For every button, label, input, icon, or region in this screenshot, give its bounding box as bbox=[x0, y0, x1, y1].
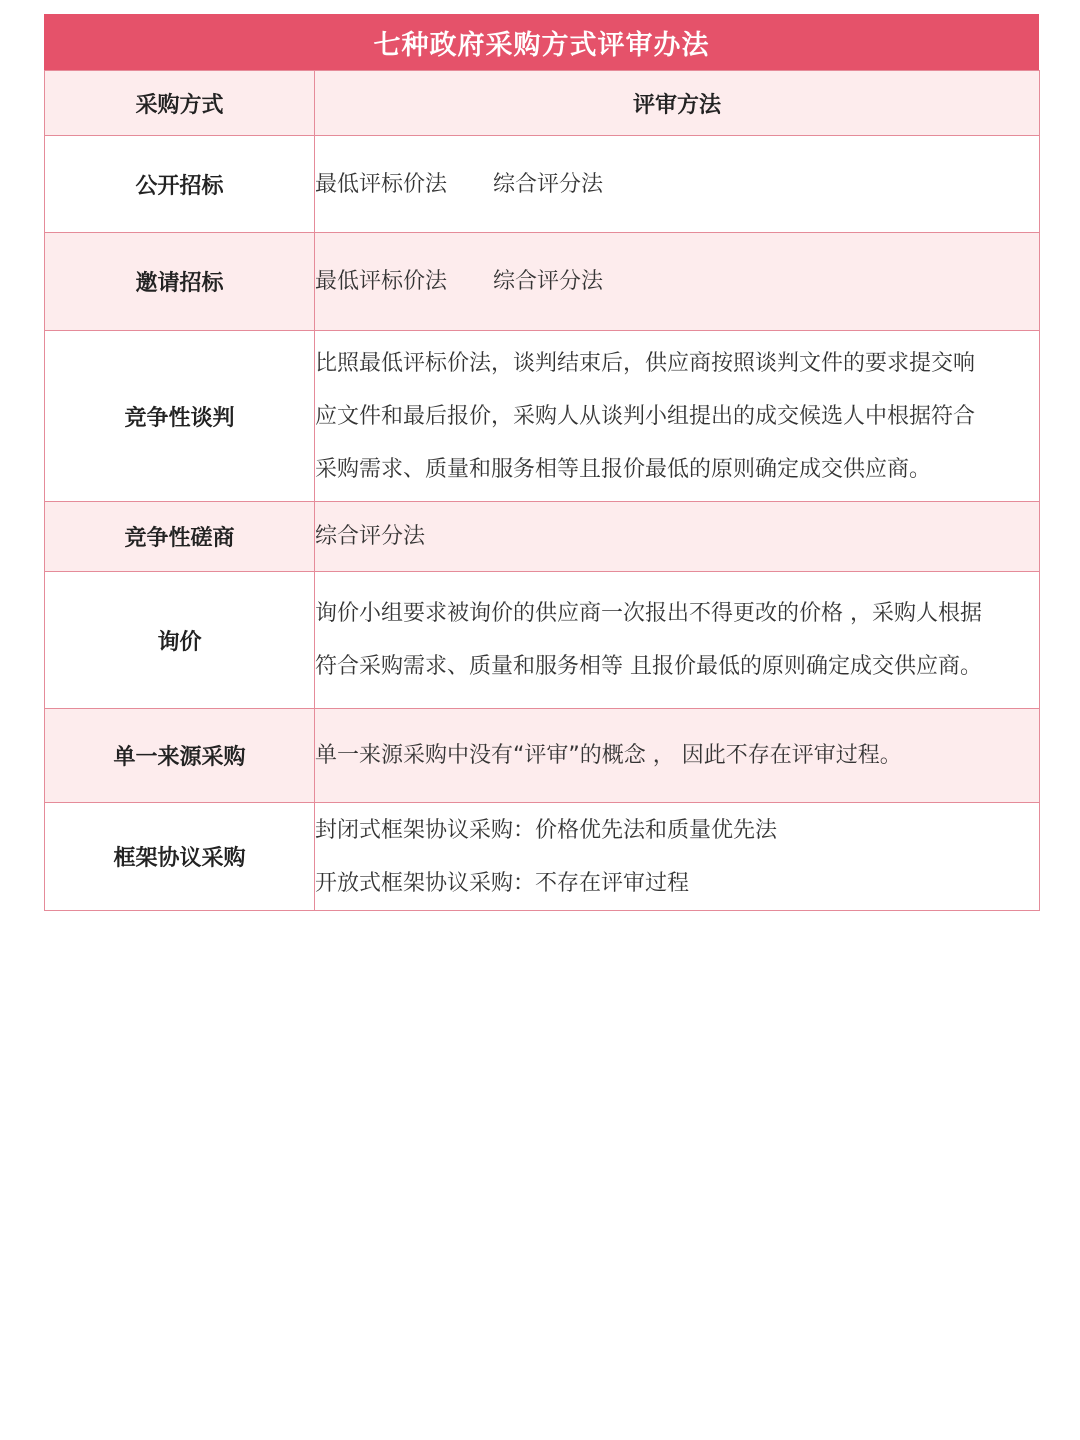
table-title: 七种政府采购方式评审办法 bbox=[44, 14, 1039, 70]
evaluation-table bbox=[44, 70, 1040, 911]
method-item: 综合评分法 bbox=[493, 171, 604, 197]
header-method: 采购方式 bbox=[45, 71, 315, 136]
table-row bbox=[45, 709, 1040, 803]
method-line: 比照最低评标价法，谈判结束后，供应商按照谈判文件的要求提交响 bbox=[315, 350, 976, 376]
method-line: 符合采购需求、质量和服务相等 且报价最低的原则确定成交供应商。 bbox=[315, 654, 982, 679]
method-item: 最低评标价法 bbox=[315, 269, 448, 294]
method-line: 应文件和最后报价，采购人从谈判小组提出的成交候选人中根据符合 bbox=[315, 403, 976, 429]
document bbox=[44, 14, 1039, 911]
row-name: 单一来源采购 bbox=[45, 709, 315, 803]
row-name: 询价 bbox=[45, 572, 315, 709]
method-line: 开放式框架协议采购：不存在评审过程 bbox=[315, 870, 690, 896]
row-name: 竞争性谈判 bbox=[45, 331, 315, 502]
row-name: 邀请招标 bbox=[45, 233, 315, 331]
header-evaluation: 评审方法 bbox=[315, 71, 1040, 136]
method-line: 封闭式框架协议采购：价格优先法和质量优先法 bbox=[315, 817, 778, 843]
method-item: 最低评标价法 bbox=[315, 171, 448, 197]
row-method bbox=[315, 233, 1040, 331]
method-line: 综合评分法 bbox=[315, 524, 426, 549]
method-line: 采购需求、质量和服务相等且报价最低的原则确定成交供应商。 bbox=[315, 456, 932, 482]
table-header-row bbox=[45, 71, 1040, 136]
table-row bbox=[45, 572, 1040, 709]
table-row bbox=[45, 803, 1040, 911]
row-method bbox=[315, 709, 1040, 803]
row-name: 竞争性磋商 bbox=[45, 502, 315, 572]
method-line: 单一来源采购中没有“评审”的概念 ， 因此不存在评审过程。 bbox=[315, 743, 902, 768]
row-method bbox=[315, 803, 1040, 911]
table-row bbox=[45, 233, 1040, 331]
table-row bbox=[45, 502, 1040, 572]
row-method bbox=[315, 331, 1040, 502]
method-item: 综合评分法 bbox=[493, 269, 604, 294]
method-line: 询价小组要求被询价的供应商一次报出不得更改的价格 ，采购人根据 bbox=[315, 601, 982, 626]
table-row bbox=[45, 136, 1040, 233]
table-row bbox=[45, 331, 1040, 502]
row-method bbox=[315, 572, 1040, 709]
row-name: 公开招标 bbox=[45, 136, 315, 233]
row-method bbox=[315, 502, 1040, 572]
row-method bbox=[315, 136, 1040, 233]
row-name: 框架协议采购 bbox=[45, 803, 315, 911]
